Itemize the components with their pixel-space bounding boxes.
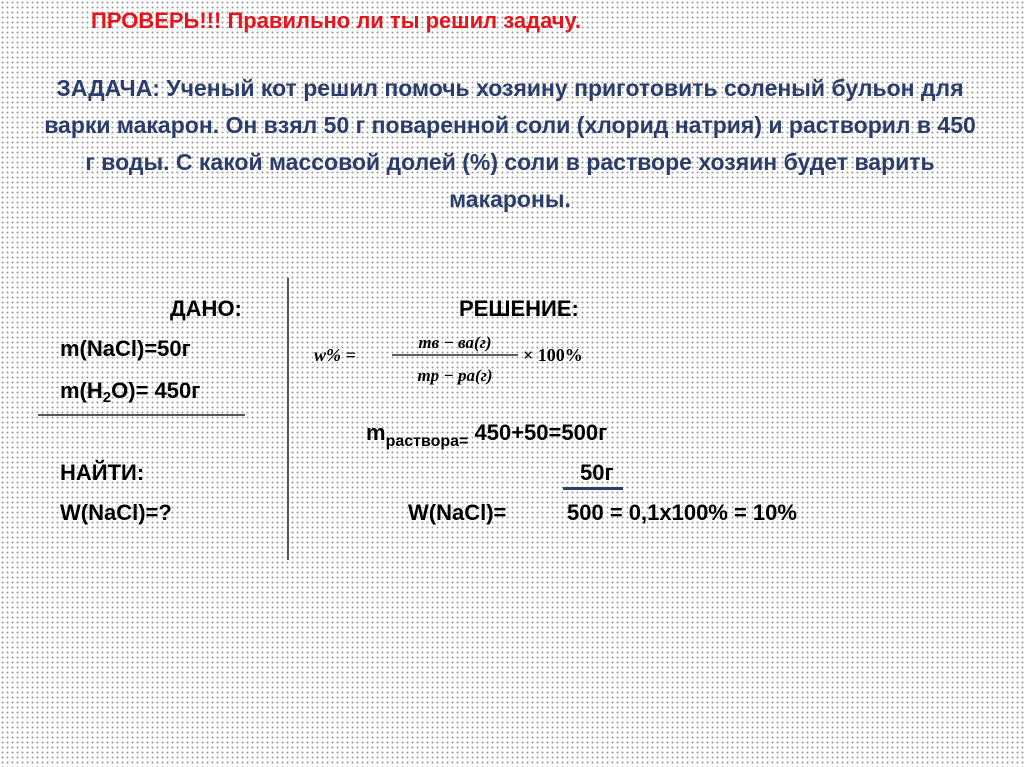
given-mass-water: $m(H_2O)= 450г$ <box>60 378 201 406</box>
formula-numerator: mв − ва(г) <box>418 333 492 352</box>
w-label: W(NaCl)= <box>408 500 507 525</box>
find-w-nacl: W(NaCl)=? <box>60 500 172 525</box>
find-heading: НАЙТИ: <box>60 460 145 485</box>
formula-denominator: mр − ра(г) <box>417 366 493 385</box>
formula-lhs: w% = <box>314 345 356 365</box>
solution-heading: РЕШЕНИЕ: <box>459 296 579 321</box>
mass-fraction-formula <box>312 326 642 396</box>
given-heading: ДАНО: <box>170 296 242 321</box>
w-result: 500 = 0,1х100% = 10% <box>567 500 797 525</box>
task-statement: ЗАДАЧА: Ученый кот решил помочь хозяину приготовить соленый бульон для варки макарон. Он взял 50 г поваренной соли (хлорид натрия) и растворил в 450 г воды. С какой массовой долей (%) соли в растворе хозяин будет варить макароны. <box>44 75 976 212</box>
fraction-bar <box>563 487 623 490</box>
given-mass-nacl: m(NaCl)=50г <box>60 336 191 361</box>
check-heading: ПРОВЕРЬ!!! Правильно ли ты решил задачу. <box>91 8 581 33</box>
formula-multiplier: × 100% <box>523 345 583 365</box>
fraction-numerator: 50г <box>580 460 614 485</box>
given-underline <box>38 414 245 416</box>
column-divider <box>287 278 289 560</box>
solution-mass: $m_{раствора=}$ 450+50=500г <box>366 420 608 450</box>
